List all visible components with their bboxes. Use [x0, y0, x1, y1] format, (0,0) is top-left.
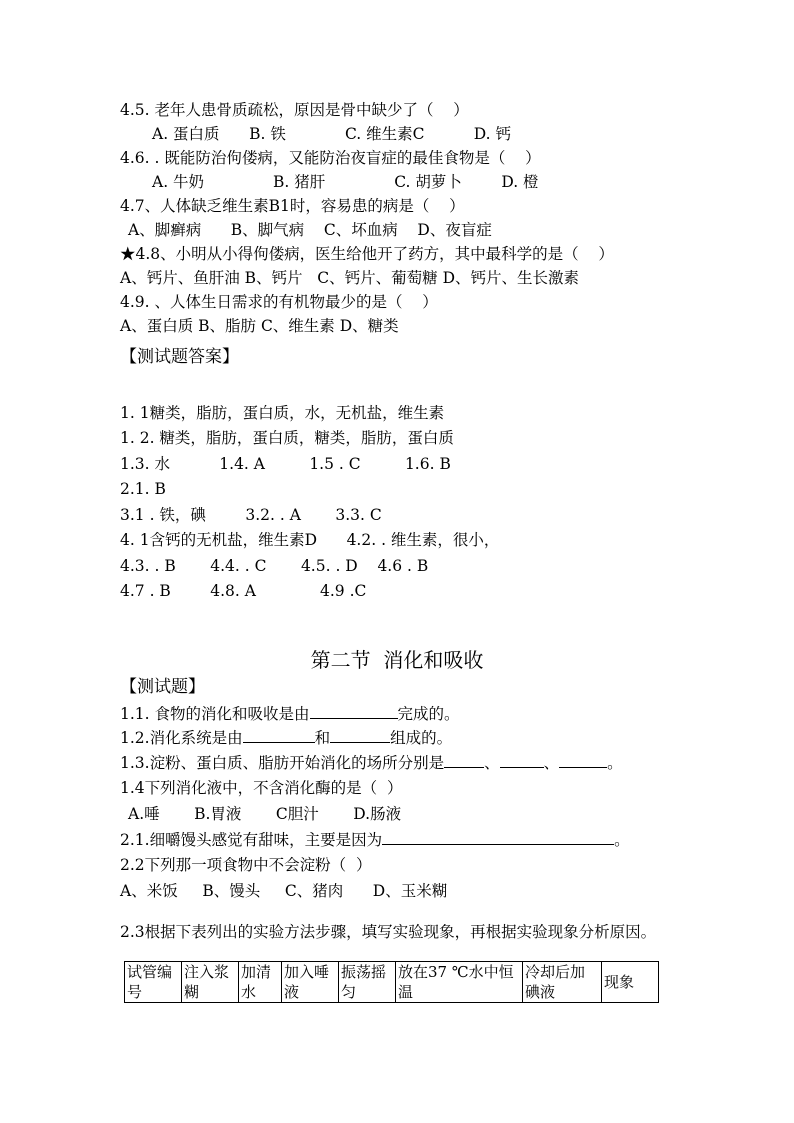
question-4-7-options: A、脚癣病 B、脚气病 C、坏血病 D、夜盲症: [128, 221, 492, 239]
answer-line: 4.3. . B 4.4. . C 4.5. . D 4.6 . B: [120, 557, 429, 575]
answer-line: 1. 1糖类，脂肪，蛋白质，水，无机盐，维生素: [120, 404, 445, 422]
section-title: 第二节 消化和吸收: [310, 648, 484, 672]
answer-line: 1.3. 水 1.4. A 1.5 . C 1.6. B: [120, 455, 451, 473]
answer-blank: [243, 728, 315, 743]
question-2-3: 2.3根据下表列出的实验方法步骤，填写实验现象，再根据实验现象分析原因。: [120, 923, 657, 941]
answer-blank: [330, 728, 390, 743]
question-4-8-options: A、钙片、鱼肝油 B、钙片 C、钙片、葡萄糖 D、钙片、生长激素: [120, 269, 580, 287]
answer-blank: [382, 830, 614, 845]
question-4-5-options: A. 蛋白质 B. 铁 C. 维生素C D. 钙: [152, 125, 511, 143]
question-1-4-options: A.唾 B.胃液 C胆汁 D.肠液: [128, 805, 402, 823]
question-2-1: 2.1.细嚼馒头感觉有甜味，主要是因为 。: [120, 831, 630, 849]
answer-line: 1. 2. 糖类，脂肪，蛋白质，糖类，脂肪，蛋白质: [120, 429, 454, 447]
answer-blank: [500, 753, 544, 768]
answers-heading: 【测试题答案】: [120, 347, 239, 367]
section2-heading: 【测试题】: [120, 677, 205, 697]
answer-blank: [559, 753, 607, 768]
answer-blank: [310, 704, 398, 719]
question-4-6: 4.6. . 既能防治佝偻病，又能防治夜盲症的最佳食物是（ ）: [120, 149, 541, 167]
table-header-row: [125, 962, 659, 1003]
table-header-cell: 振荡摇匀: [339, 962, 396, 1003]
question-4-6-options: A. 牛奶 B. 猪肝 C. 胡萝卜 D. 橙: [152, 173, 539, 191]
table-header-cell: 试管编号: [125, 962, 182, 1003]
experiment-table: [124, 961, 659, 1003]
question-2-2: 2.2下列那一项食物中不会淀粉（ ）: [120, 856, 372, 874]
answer-line: 4. 1含钙的无机盐，维生素D 4.2. . 维生素，很小，: [120, 531, 500, 549]
answer-line: 3.1 . 铁，碘 3.2. . A 3.3. C: [120, 506, 382, 524]
question-2-2-options: A、米饭 B、馒头 C、猪肉 D、玉米糊: [120, 882, 448, 900]
table-header-cell: 冷却后加碘液: [523, 962, 602, 1003]
table-header-cell: 加入唾液: [282, 962, 339, 1003]
question-4-9-options: A、蛋白质 B、脂肪 C、维生素 D、糖类: [120, 317, 399, 335]
answer-blank: [444, 753, 484, 768]
question-1-1: 1.1. 食物的消化和吸收是由 完成的。: [120, 705, 460, 723]
question-1-3: 1.3.淀粉、蛋白质、脂肪开始消化的场所分别是 、 、 。: [120, 754, 623, 772]
question-1-2: 1.2.消化系统是由 和 组成的。: [120, 729, 453, 747]
question-4-8: ★4.8、小明从小得佝偻病，医生给他开了药方，其中最科学的是（ ）: [120, 245, 614, 263]
table-header-cell: 加清水: [239, 962, 282, 1003]
answer-line: 2.1. B: [120, 480, 166, 498]
question-4-9: 4.9. 、人体生日需求的有机物最少的是（ ）: [120, 293, 438, 311]
table-header-cell: 注入浆糊: [182, 962, 239, 1003]
question-4-7: 4.7、人体缺乏维生素B1时，容易患的病是（ ）: [120, 197, 465, 215]
question-4-5: 4.5. 老年人患骨质疏松，原因是骨中缺少了（ ）: [120, 101, 469, 119]
question-1-4: 1.4下列消化液中，不含消化酶的是（ ）: [120, 779, 403, 797]
answer-line: 4.7 . B 4.8. A 4.9 .C: [120, 582, 367, 600]
table-header-cell: 放在37 ℃水中恒温: [396, 962, 523, 1003]
table-header-cell: 现象: [602, 962, 659, 1003]
